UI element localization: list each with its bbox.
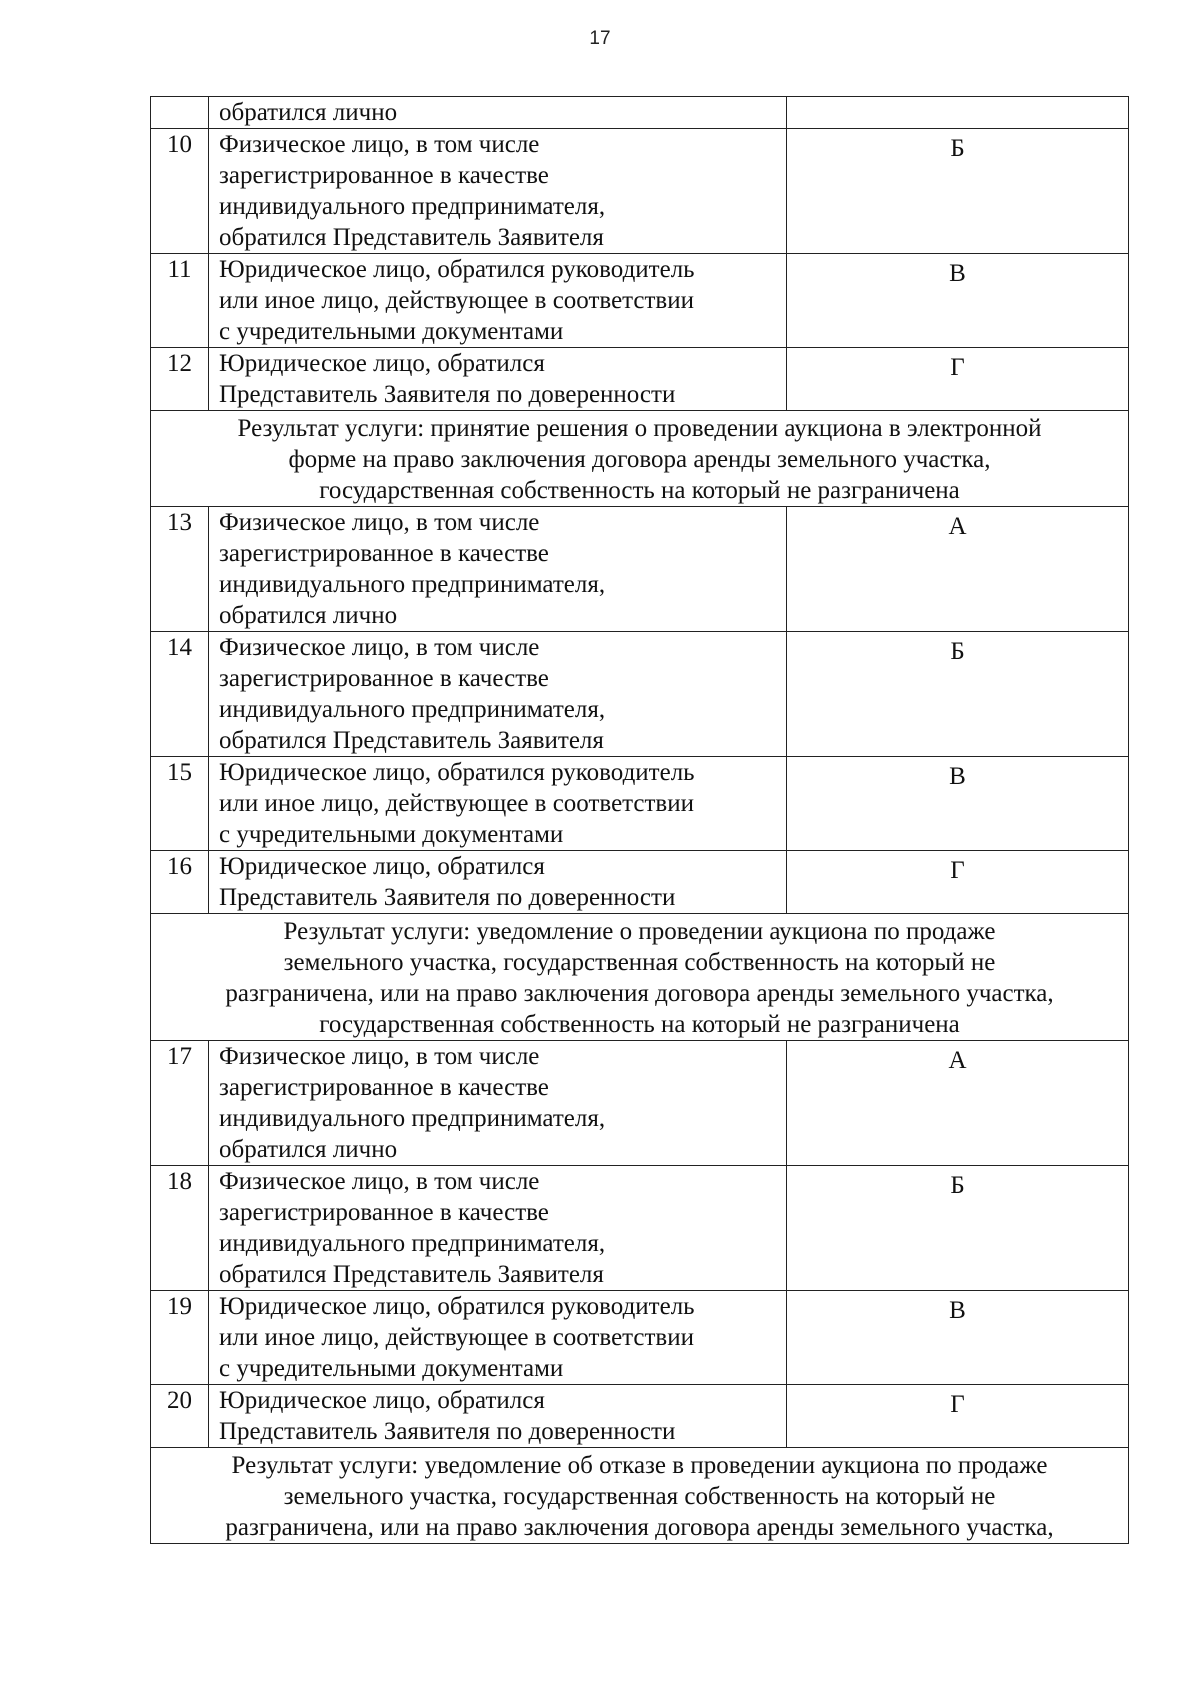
- description-line: зарегистрированное в качестве: [219, 1074, 549, 1101]
- result-section-line: земельного участка, государственная собственность на который не: [283, 1483, 996, 1510]
- description-line: обратился Представитель Заявителя: [219, 1261, 604, 1288]
- description-line: зарегистрированное в качестве: [219, 540, 549, 567]
- variant-code: В: [787, 1291, 1129, 1385]
- result-section-line: Результат услуги: уведомление об отказе в проведении аукциона по продаже: [231, 1452, 1048, 1479]
- description-line: или иное лицо, действующее в соответствии: [219, 1324, 694, 1351]
- description-line: Юридическое лицо, обратился руководитель: [219, 759, 695, 786]
- row-number: 18: [151, 1166, 209, 1291]
- variant-code: Г: [787, 851, 1129, 914]
- row-number: 19: [151, 1291, 209, 1385]
- applicant-description: [209, 632, 787, 757]
- result-section-line: Результат услуги: принятие решения о проведении аукциона в электронной: [237, 415, 1042, 442]
- applicant-description: [209, 1291, 787, 1385]
- result-section-line: разграничена, или на право заключения договора аренды земельного участка,: [225, 980, 1054, 1007]
- variant-code: Б: [787, 129, 1129, 254]
- description-line: обратился лично: [219, 602, 398, 629]
- description-line: индивидуального предпринимателя,: [219, 696, 606, 723]
- description-line: Физическое лицо, в том числе: [219, 1168, 540, 1195]
- variant-code: А: [787, 507, 1129, 632]
- row-number: 11: [151, 254, 209, 348]
- row-number: 13: [151, 507, 209, 632]
- description-line: Физическое лицо, в том числе: [219, 634, 540, 661]
- variant-code: В: [787, 254, 1129, 348]
- table-row: [151, 632, 1129, 757]
- row-number: 14: [151, 632, 209, 757]
- variant-code: Б: [787, 632, 1129, 757]
- row-number: 15: [151, 757, 209, 851]
- row-number: 20: [151, 1385, 209, 1448]
- description-line: обратился лично: [219, 99, 398, 126]
- table-row: [151, 507, 1129, 632]
- table-row: [151, 1041, 1129, 1166]
- description-line: Представитель Заявителя по доверенности: [219, 381, 676, 408]
- description-line: обратился Представитель Заявителя: [219, 727, 604, 754]
- applicant-description: [209, 1166, 787, 1291]
- result-section-row: [151, 411, 1129, 507]
- applicant-description: [209, 1041, 787, 1166]
- description-line: Физическое лицо, в том числе: [219, 1043, 540, 1070]
- description-line: индивидуального предпринимателя,: [219, 571, 606, 598]
- row-number: 12: [151, 348, 209, 411]
- description-line: Юридическое лицо, обратился: [219, 1387, 545, 1414]
- description-line: с учредительными документами: [219, 1355, 564, 1382]
- table-row: [151, 348, 1129, 411]
- description-line: зарегистрированное в качестве: [219, 162, 549, 189]
- table-row: [151, 1166, 1129, 1291]
- table-row: [151, 757, 1129, 851]
- table-row: [151, 1291, 1129, 1385]
- description-line: Физическое лицо, в том числе: [219, 509, 540, 536]
- table-body: [151, 97, 1129, 1544]
- variant-code: В: [787, 757, 1129, 851]
- page-number: 17: [589, 28, 611, 49]
- description-line: или иное лицо, действующее в соответствии: [219, 790, 694, 817]
- result-section-row: [151, 914, 1129, 1041]
- applicant-description: [209, 851, 787, 914]
- variant-code: Б: [787, 1166, 1129, 1291]
- description-line: Физическое лицо, в том числе: [219, 131, 540, 158]
- result-section-line: Результат услуги: уведомление о проведении аукциона по продаже: [283, 918, 996, 945]
- table-row: [151, 851, 1129, 914]
- applicant-category-table: [150, 96, 1129, 1544]
- description-line: индивидуального предпринимателя,: [219, 1105, 606, 1132]
- applicant-description: [209, 507, 787, 632]
- variant-code: Г: [787, 348, 1129, 411]
- applicant-description: [209, 757, 787, 851]
- description-line: с учредительными документами: [219, 318, 564, 345]
- table-row: [151, 254, 1129, 348]
- variant-code: [787, 97, 1129, 129]
- result-section-line: государственная собственность на который не разграничена: [319, 1011, 960, 1038]
- description-line: индивидуального предпринимателя,: [219, 193, 606, 220]
- row-number: 10: [151, 129, 209, 254]
- variant-code: А: [787, 1041, 1129, 1166]
- description-line: Представитель Заявителя по доверенности: [219, 884, 676, 911]
- result-section-cell: [151, 411, 1129, 507]
- description-line: Представитель Заявителя по доверенности: [219, 1418, 676, 1445]
- applicant-description: [209, 254, 787, 348]
- description-line: Юридическое лицо, обратился: [219, 853, 545, 880]
- table-row: [151, 129, 1129, 254]
- description-line: зарегистрированное в качестве: [219, 1199, 549, 1226]
- description-line: с учредительными документами: [219, 821, 564, 848]
- description-line: индивидуального предпринимателя,: [219, 1230, 606, 1257]
- applicant-description: [209, 129, 787, 254]
- result-section-row: [151, 1448, 1129, 1544]
- result-section-line: государственная собственность на который не разграничена: [319, 477, 960, 504]
- description-line: обратился Представитель Заявителя: [219, 224, 604, 251]
- result-section-cell: [151, 914, 1129, 1041]
- description-line: обратился лично: [219, 1136, 398, 1163]
- table-row: [151, 1385, 1129, 1448]
- row-number: 16: [151, 851, 209, 914]
- applicant-description: [209, 1385, 787, 1448]
- result-section-line: разграничена, или на право заключения договора аренды земельного участка,: [225, 1514, 1054, 1541]
- description-line: Юридическое лицо, обратился: [219, 350, 545, 377]
- row-number: [151, 97, 209, 129]
- result-section-line: земельного участка, государственная собственность на который не: [283, 949, 996, 976]
- result-section-line: форме на право заключения договора аренды земельного участка,: [288, 446, 991, 473]
- description-line: Юридическое лицо, обратился руководитель: [219, 256, 695, 283]
- description-line: Юридическое лицо, обратился руководитель: [219, 1293, 695, 1320]
- variant-code: Г: [787, 1385, 1129, 1448]
- row-number: 17: [151, 1041, 209, 1166]
- description-line: зарегистрированное в качестве: [219, 665, 549, 692]
- applicant-description: [209, 97, 787, 129]
- table-row: [151, 97, 1129, 129]
- description-line: или иное лицо, действующее в соответствии: [219, 287, 694, 314]
- result-section-cell: [151, 1448, 1129, 1544]
- applicant-description: [209, 348, 787, 411]
